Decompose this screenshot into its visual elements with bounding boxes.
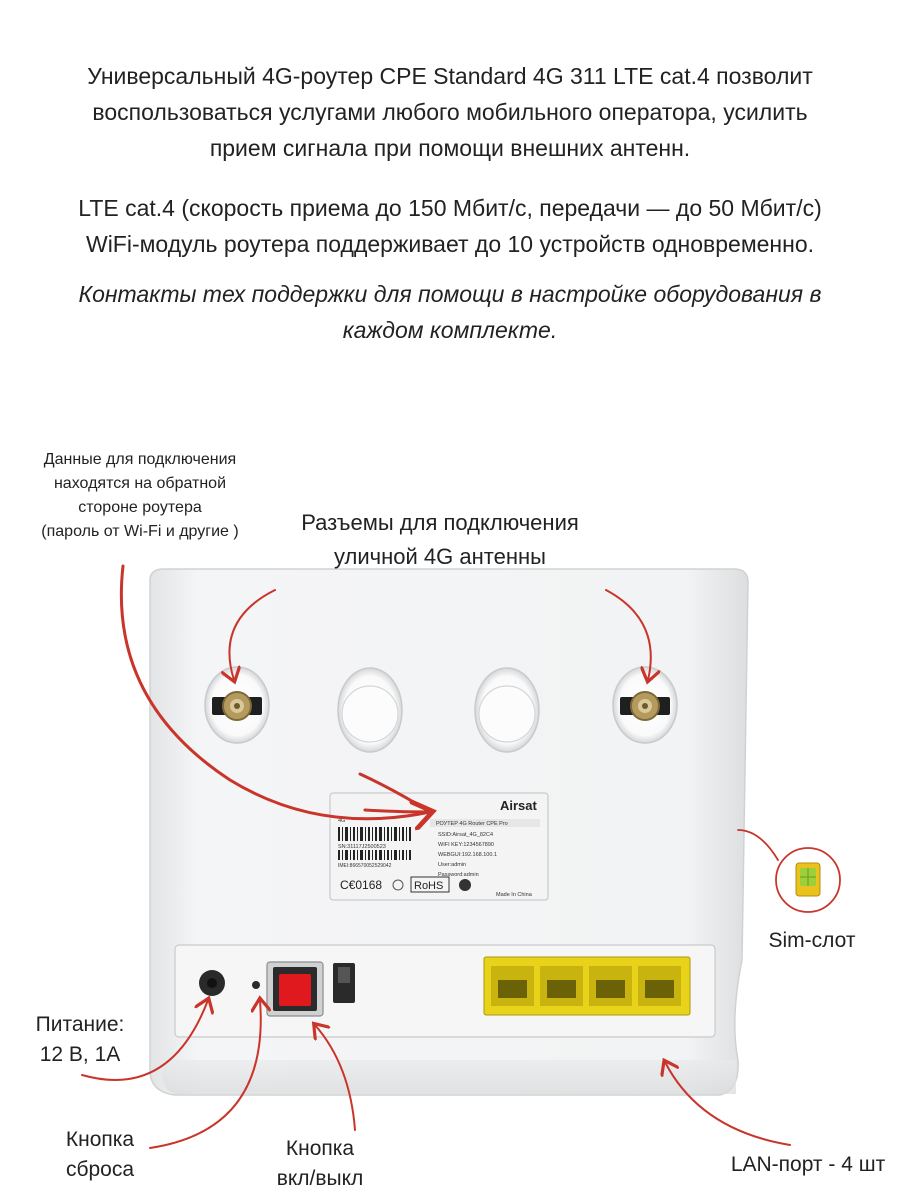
- sim-slot-icon: [776, 848, 840, 912]
- antenna-label-line-2: уличной 4G антенны: [334, 544, 546, 569]
- lan-label: LAN-порт - 4 шт: [730, 1153, 886, 1176]
- support-line-1: Контакты тех поддержки для помощи в настройке оборудования в: [78, 281, 822, 307]
- sticker-user: User:admin: [438, 862, 467, 868]
- onoff-label: [250, 1134, 390, 1194]
- antenna-connector-right: [613, 667, 677, 743]
- wifi-spec: WiFi-модуль роутера поддерживает до 10 устройств одновременно.: [85, 231, 815, 257]
- router-sticker: [330, 793, 548, 900]
- sticker-webgui: WEBGUI:192.168.100.1: [438, 852, 498, 858]
- reset-label: [40, 1125, 160, 1185]
- power-jack: [199, 970, 225, 996]
- sticker-imei: IMEI:866570052529042: [338, 863, 392, 869]
- onoff-label-line-1: Кнопка: [285, 1137, 355, 1160]
- sticker-top-left: 4G: [338, 818, 346, 824]
- backside-label-line-4: (пароль от Wi-Fi и другие ): [41, 523, 239, 540]
- power-button: [267, 962, 323, 1016]
- backside-label-line-1: Данные для подключения: [43, 451, 237, 468]
- sticker-sn: SN:31117J2500523: [338, 844, 386, 850]
- sticker-model: РОУТЕР 4G Router CPE Pro: [436, 821, 508, 827]
- support-line-2: каждом комплекте.: [342, 317, 558, 343]
- sticker-wifi-key: WIFI KEY:1234567890: [438, 842, 494, 848]
- power-label-line-1: Питание:: [35, 1013, 125, 1036]
- intro-line-1: Универсальный 4G-роутер CPE Standard 4G 311 LTE cat.4 позволит: [87, 63, 813, 89]
- intro-line-3: прием сигнала при помощи внешних антенн.: [209, 135, 691, 161]
- sticker-password: Password:admin: [438, 872, 479, 878]
- backside-label-line-3: стороне роутера: [78, 499, 202, 516]
- sticker-ce-mark: C€0168: [340, 878, 383, 892]
- sticker-brand: Airsat: [500, 798, 537, 813]
- intro-line-2: воспользоваться услугами любого мобильного оператора, усилить: [92, 99, 808, 125]
- sticker-rohs: RoHS: [414, 880, 444, 892]
- backside-label-line-2: находятся на обратной: [53, 475, 227, 492]
- reset-label-line-2: сброса: [65, 1158, 135, 1181]
- antenna-label: [270, 506, 610, 574]
- reset-hole: [252, 981, 260, 989]
- sticker-ssid: SSID:Airsat_4G_82C4: [438, 832, 494, 838]
- certification-icon: [459, 879, 471, 891]
- antenna-blank-left: [338, 668, 402, 752]
- speed-spec: LTE cat.4 (скорость приема до 150 Мбит/с, передачи — до 50 Мбит/с): [78, 195, 822, 221]
- lan-ports: [484, 957, 690, 1015]
- power-label: [20, 1010, 140, 1070]
- port-panel: [175, 945, 715, 1037]
- antenna-connector-left: [205, 667, 269, 743]
- antenna-blank-right: [475, 668, 539, 752]
- power-label-line-2: 12 В, 1А: [39, 1043, 121, 1066]
- backside-label: [20, 448, 260, 544]
- reset-label-line-1: Кнопка: [65, 1128, 135, 1151]
- sticker-made-in: Made In China: [496, 892, 532, 898]
- sim-label: Sim-слот: [768, 929, 856, 952]
- antenna-label-line-1: Разъемы для подключения: [301, 510, 579, 535]
- onoff-label-line-2: вкл/выкл: [276, 1167, 364, 1190]
